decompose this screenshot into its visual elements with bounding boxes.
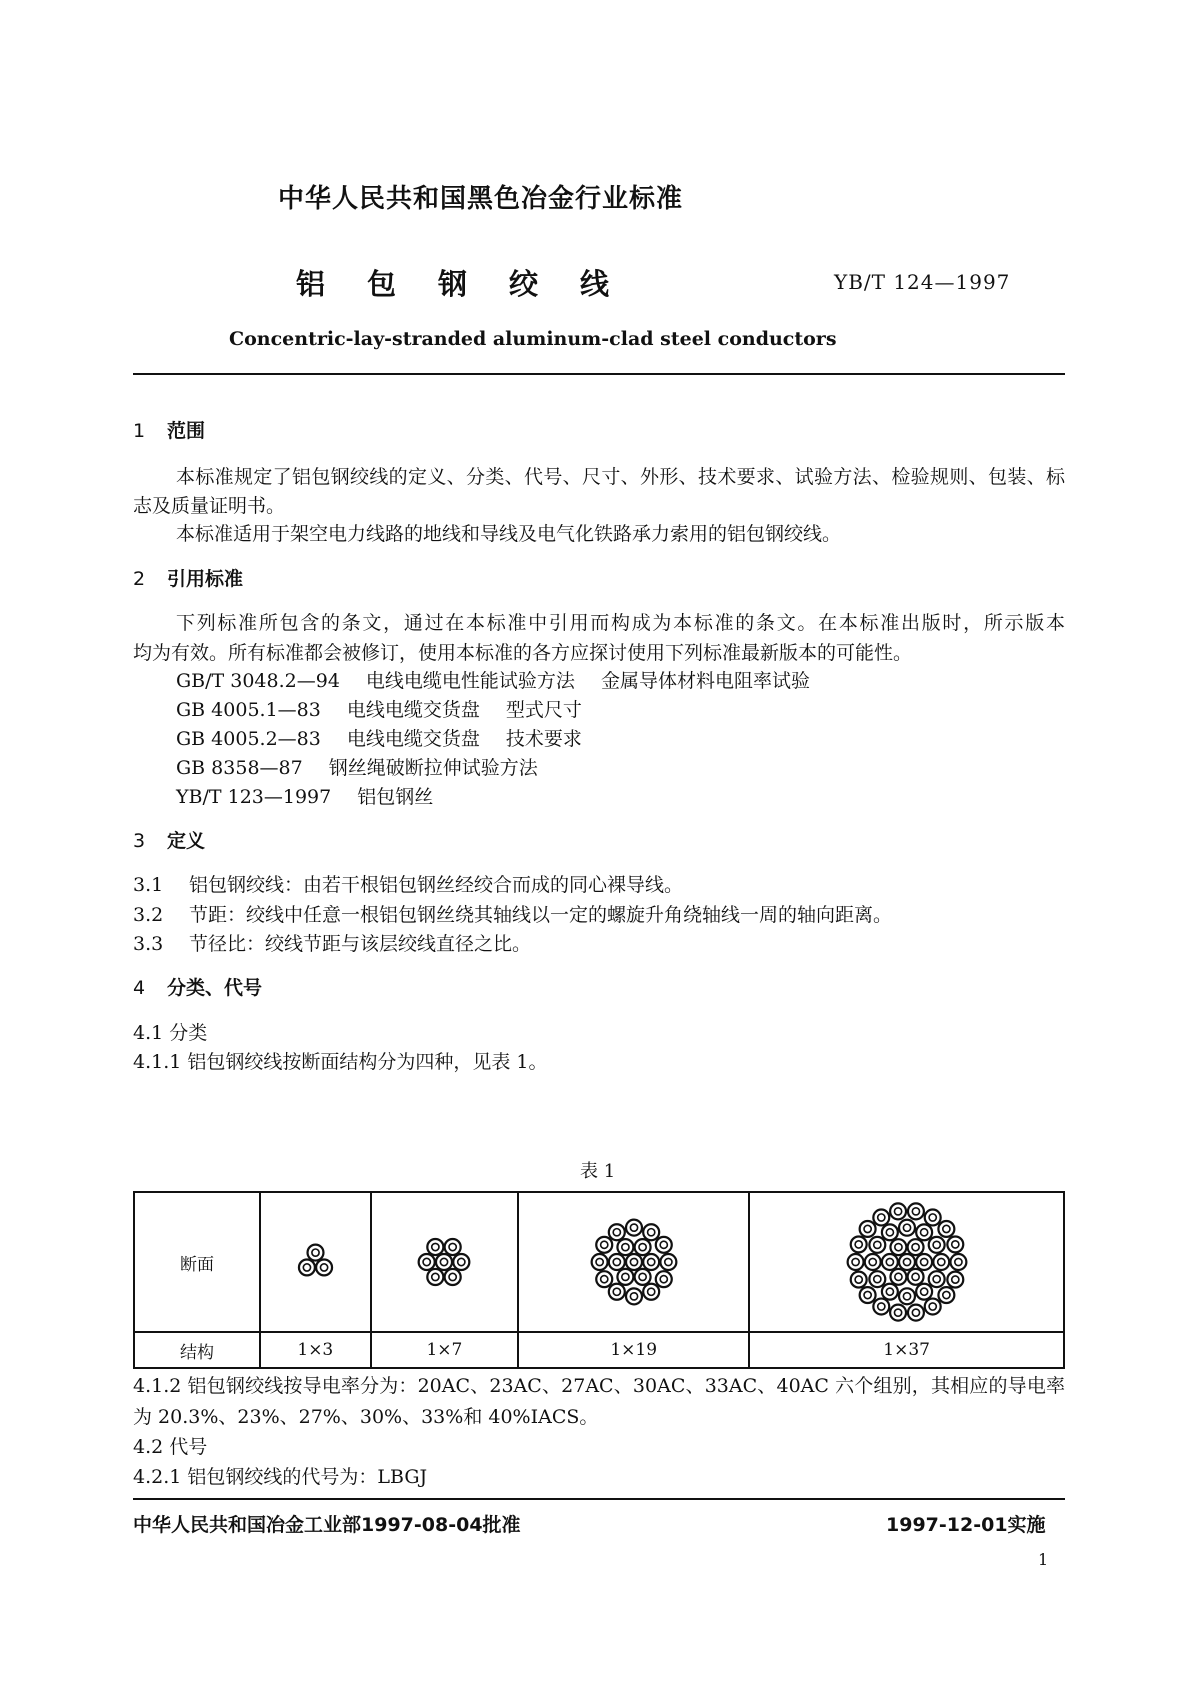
reference-item: GB/T 3048.2—94 电线电缆电性能试验方法 金属导体材料电阻率试验 [176,670,810,692]
wire-strand [890,1269,906,1285]
reference-item: GB 8358—87 钢丝绳破断拉伸试验方法 [176,757,538,779]
wire-strand [916,1224,932,1240]
wire-strand [634,1269,650,1285]
wire-strand [928,1271,944,1287]
wire-strand [307,1244,323,1260]
wire-strand [924,1299,940,1315]
wire-strand [873,1299,889,1315]
row-label-structure: 结构 [134,1332,260,1368]
strand-diagram [294,1241,337,1284]
wire-strand [591,1254,607,1270]
wire-strand [869,1237,885,1253]
wire-strand [617,1269,633,1285]
section-4-heading: 4 分类、代号 [133,977,263,999]
section-3-heading: 3 定义 [133,830,206,852]
reference-item: GB 4005.1—83 电线电缆交货盘 型式尺寸 [176,699,582,721]
wire-strand [928,1237,944,1253]
wire-strand [655,1237,671,1253]
wire-strand [609,1224,625,1240]
wire-strand [882,1284,898,1300]
wire-strand [626,1288,642,1304]
wire-strand [299,1259,315,1275]
wire-strand [609,1284,625,1300]
wire-strand [907,1239,923,1255]
wire-strand [947,1236,963,1252]
wire-strand [859,1287,875,1303]
clause-4-1-2-line-1: 4.1.2 铝包钢绞线按导电率分为：20AC、23AC、27AC、30AC、33AC、40AC 六个组别，其相应的导电率 [133,1375,1065,1397]
clause-4-1: 4.1 分类 [133,1022,208,1044]
clause-4-1-2-line-2: 为 20.3%、23%、27%、30%、33%和 40%IACS。 [133,1406,599,1428]
structure-cell: 1×19 [518,1332,749,1368]
wire-strand [634,1239,650,1255]
effective-date: 1997-12-01实施 [886,1514,1046,1536]
table-caption: 表 1 [580,1161,616,1182]
section-1-para-2: 本标准适用于架空电力线路的地线和导线及电气化铁路承力索用的铝包钢绞线。 [176,523,842,545]
section-1-para-1-line-2: 志及质量证明书。 [133,495,286,517]
wire-strand [316,1259,332,1275]
strand-diagram [844,1199,970,1325]
strand-cross-section-1x19 [518,1192,749,1332]
english-title: Concentric-lay-stranded aluminum-clad steel conductors [229,328,837,350]
section-2-para-line-1: 下列标准所包含的条文，通过在本标准中引用而构成为本标准的条文。在本标准出版时，所示版本 [176,612,1065,634]
wire-strand [916,1254,932,1270]
wire-strand [454,1254,470,1270]
wire-strand [617,1239,633,1255]
wire-strand [890,1305,906,1321]
wire-strand [899,1254,915,1270]
page-number: 1 [1038,1550,1049,1569]
wire-strand [890,1203,906,1219]
wire-strand [850,1272,866,1288]
definition-item: 3.3 节径比：绞线节距与该层绞线直径之比。 [133,933,532,955]
wire-strand [908,1203,924,1219]
wire-strand [859,1221,875,1237]
wire-strand [873,1210,889,1226]
section-1-para-1-line-1: 本标准规定了铝包钢绞线的定义、分类、代号、尺寸、外形、技术要求、试验方法、检验规则、包装、标 [176,466,1065,488]
structure-cell: 1×3 [260,1332,371,1368]
structure-cell: 1×7 [371,1332,519,1368]
reference-item: YB/T 123—1997 铝包钢丝 [176,786,434,808]
wire-strand [882,1254,898,1270]
table-row [134,1332,1064,1368]
wire-strand [938,1287,954,1303]
wire-strand [596,1271,612,1287]
wire-strand [950,1254,966,1270]
approval-statement: 中华人民共和国冶金工业部1997-08-04批准 [133,1514,521,1536]
strand-diagram [588,1216,680,1308]
issuing-org-title: 中华人民共和国黑色冶金行业标准 [278,184,684,214]
strand-cross-section-1x37 [749,1192,1064,1332]
wire-strand [436,1254,452,1270]
clause-4-1-1: 4.1.1 铝包钢绞线按断面结构分为四种，见表 1。 [133,1051,548,1073]
wire-strand [947,1272,963,1288]
wire-strand [938,1221,954,1237]
wire-strand [899,1220,915,1236]
wire-strand [419,1254,435,1270]
wire-strand [643,1284,659,1300]
wire-strand [643,1224,659,1240]
standard-code: YB/T 124—1997 [834,270,1011,294]
wire-strand [907,1269,923,1285]
wire-strand [847,1254,863,1270]
section-2-heading: 2 引用标准 [133,568,244,590]
header-rule [133,373,1065,375]
wire-strand [908,1305,924,1321]
wire-strand [916,1284,932,1300]
footer-rule [133,1498,1065,1500]
strand-structure-table [133,1191,1065,1369]
wire-strand [660,1254,676,1270]
clause-4-2-1: 4.2.1 铝包钢绞线的代号为：LBGJ [133,1466,428,1488]
wire-strand [445,1239,461,1255]
wire-strand [626,1220,642,1236]
row-label-section: 断面 [134,1192,260,1332]
document-title: 铝包钢绞线 [296,267,652,301]
wire-strand [869,1271,885,1287]
wire-strand [609,1254,625,1270]
clause-4-2: 4.2 代号 [133,1436,208,1458]
definition-item: 3.2 节距：绞线中任意一根铝包钢丝绕其轴线以一定的螺旋升角绕轴线一周的轴向距离。 [133,904,893,926]
wire-strand [899,1288,915,1304]
wire-strand [882,1224,898,1240]
section-2-para-line-2: 均为有效。所有标准都会被修订，使用本标准的各方应探讨使用下列标准最新版本的可能性。 [133,642,913,664]
wire-strand [864,1254,880,1270]
strand-cross-section-1x3 [260,1192,371,1332]
wire-strand [428,1269,444,1285]
strand-diagram [415,1233,473,1291]
wire-strand [890,1239,906,1255]
structure-cell: 1×37 [749,1332,1064,1368]
wire-strand [445,1269,461,1285]
section-1-heading: 1 范围 [133,420,206,442]
wire-strand [924,1210,940,1226]
table-row [134,1192,1064,1332]
wire-strand [643,1254,659,1270]
wire-strand [428,1239,444,1255]
reference-item: GB 4005.2—83 电线电缆交货盘 技术要求 [176,728,582,750]
wire-strand [850,1236,866,1252]
strand-cross-section-1x7 [371,1192,519,1332]
wire-strand [933,1254,949,1270]
wire-strand [596,1237,612,1253]
wire-strand [626,1254,642,1270]
wire-strand [655,1271,671,1287]
definition-item: 3.1 铝包钢绞线：由若干根铝包钢丝经绞合而成的同心裸导线。 [133,874,684,896]
